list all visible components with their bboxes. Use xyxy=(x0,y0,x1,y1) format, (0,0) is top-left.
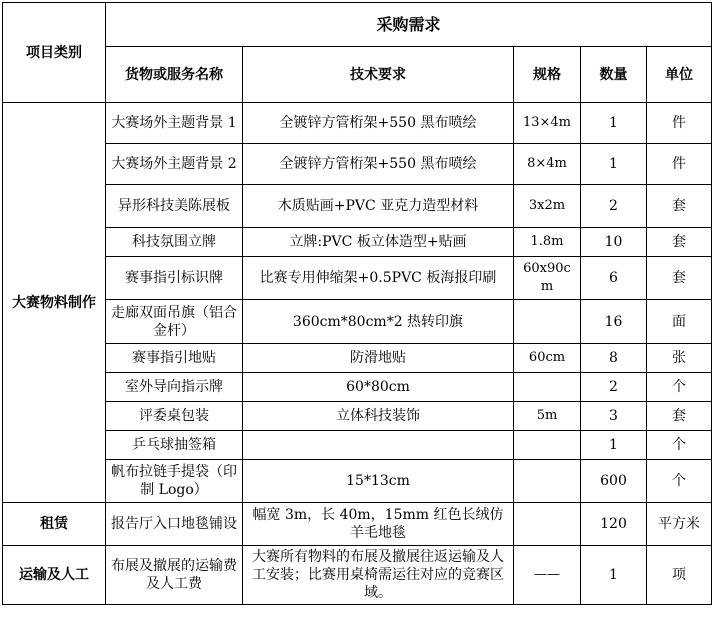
table-row xyxy=(3,103,712,144)
header-quantity: 数量 xyxy=(581,47,647,103)
item-qty: 1 xyxy=(581,103,647,144)
item-unit: 套 xyxy=(647,185,712,228)
item-tech: 比赛专用伸缩架+0.5PVC 板海报印刷 xyxy=(243,257,514,300)
item-tech xyxy=(243,431,514,460)
table-row xyxy=(3,185,712,228)
item-qty: 3 xyxy=(581,402,647,431)
item-unit: 个 xyxy=(647,431,712,460)
table-row xyxy=(3,460,712,503)
group-rental: 租赁 xyxy=(3,503,106,546)
item-qty: 2 xyxy=(581,185,647,228)
procurement-table xyxy=(2,2,712,605)
item-tech: 全镀锌方管桁架+550 黑布喷绘 xyxy=(243,144,514,185)
item-name: 评委桌包装 xyxy=(106,402,243,431)
header-unit: 单位 xyxy=(647,47,712,103)
table-row xyxy=(3,546,712,605)
item-unit: 张 xyxy=(647,344,712,373)
item-qty: 8 xyxy=(581,344,647,373)
item-spec xyxy=(514,373,581,402)
table-row xyxy=(3,228,712,257)
item-name: 赛事指引标识牌 xyxy=(106,257,243,300)
item-name: 报告厅入口地毯铺设 xyxy=(106,503,243,546)
header-tech-requirements: 技术要求 xyxy=(243,47,514,103)
item-tech: 防滑地贴 xyxy=(243,344,514,373)
item-qty: 600 xyxy=(581,460,647,503)
item-unit: 面 xyxy=(647,300,712,344)
table-row xyxy=(3,402,712,431)
table-row xyxy=(3,257,712,300)
item-name: 赛事指引地贴 xyxy=(106,344,243,373)
item-qty: 2 xyxy=(581,373,647,402)
item-unit: 套 xyxy=(647,257,712,300)
header-category: 项目类别 xyxy=(3,3,106,103)
item-unit: 个 xyxy=(647,373,712,402)
item-spec xyxy=(514,431,581,460)
item-tech: 立体科技装饰 xyxy=(243,402,514,431)
item-unit: 件 xyxy=(647,144,712,185)
item-tech: 木质贴画+PVC 亚克力造型材料 xyxy=(243,185,514,228)
group-transport-labor: 运输及人工 xyxy=(3,546,106,605)
item-spec: 60cm xyxy=(514,344,581,373)
item-name: 大赛场外主题背景 2 xyxy=(106,144,243,185)
header-spec: 规格 xyxy=(514,47,581,103)
item-qty: 1 xyxy=(581,431,647,460)
item-tech: 大赛所有物料的布展及撤展往返运输及人工安装；比赛用桌椅需运往对应的竞赛区域。 xyxy=(243,546,514,605)
item-tech: 全镀锌方管桁架+550 黑布喷绘 xyxy=(243,103,514,144)
item-qty: 1 xyxy=(581,546,647,605)
table-row xyxy=(3,300,712,344)
item-spec: 3x2m xyxy=(514,185,581,228)
item-spec: 60x90cm xyxy=(514,257,581,300)
item-spec xyxy=(514,503,581,546)
item-tech: 立牌:PVC 板立体造型+贴画 xyxy=(243,228,514,257)
group-materials: 大赛物料制作 xyxy=(3,103,106,503)
item-tech: 幅宽 3m，长 40m，15mm 红色长绒仿羊毛地毯 xyxy=(243,503,514,546)
item-name: 布展及撤展的运输费及人工费 xyxy=(106,546,243,605)
item-qty: 120 xyxy=(581,503,647,546)
item-spec xyxy=(514,300,581,344)
table-row xyxy=(3,431,712,460)
item-qty: 10 xyxy=(581,228,647,257)
header-title: 采购需求 xyxy=(106,3,712,47)
item-name: 室外导向指示牌 xyxy=(106,373,243,402)
item-spec: 5m xyxy=(514,402,581,431)
item-unit: 平方米 xyxy=(647,503,712,546)
item-name: 走廊双面吊旗（铝合金杆） xyxy=(106,300,243,344)
item-name: 乒乓球抽签箱 xyxy=(106,431,243,460)
item-spec xyxy=(514,460,581,503)
item-tech: 15*13cm xyxy=(243,460,514,503)
item-name: 异形科技美陈展板 xyxy=(106,185,243,228)
item-unit: 套 xyxy=(647,402,712,431)
table-row xyxy=(3,344,712,373)
item-name: 大赛场外主题背景 1 xyxy=(106,103,243,144)
item-unit: 项 xyxy=(647,546,712,605)
item-name: 科技氛围立牌 xyxy=(106,228,243,257)
item-spec: 13×4m xyxy=(514,103,581,144)
item-tech: 60*80cm xyxy=(243,373,514,402)
table-row xyxy=(3,373,712,402)
table-row xyxy=(3,144,712,185)
item-tech: 360cm*80cm*2 热转印旗 xyxy=(243,300,514,344)
item-qty: 16 xyxy=(581,300,647,344)
item-spec: —— xyxy=(514,546,581,605)
item-name: 帆布拉链手提袋（印制 Logo） xyxy=(106,460,243,503)
table-row xyxy=(3,503,712,546)
item-unit: 套 xyxy=(647,228,712,257)
item-spec: 1.8m xyxy=(514,228,581,257)
item-unit: 个 xyxy=(647,460,712,503)
item-spec: 8×4m xyxy=(514,144,581,185)
item-qty: 6 xyxy=(581,257,647,300)
header-item-name: 货物或服务名称 xyxy=(106,47,243,103)
item-unit: 件 xyxy=(647,103,712,144)
item-qty: 1 xyxy=(581,144,647,185)
